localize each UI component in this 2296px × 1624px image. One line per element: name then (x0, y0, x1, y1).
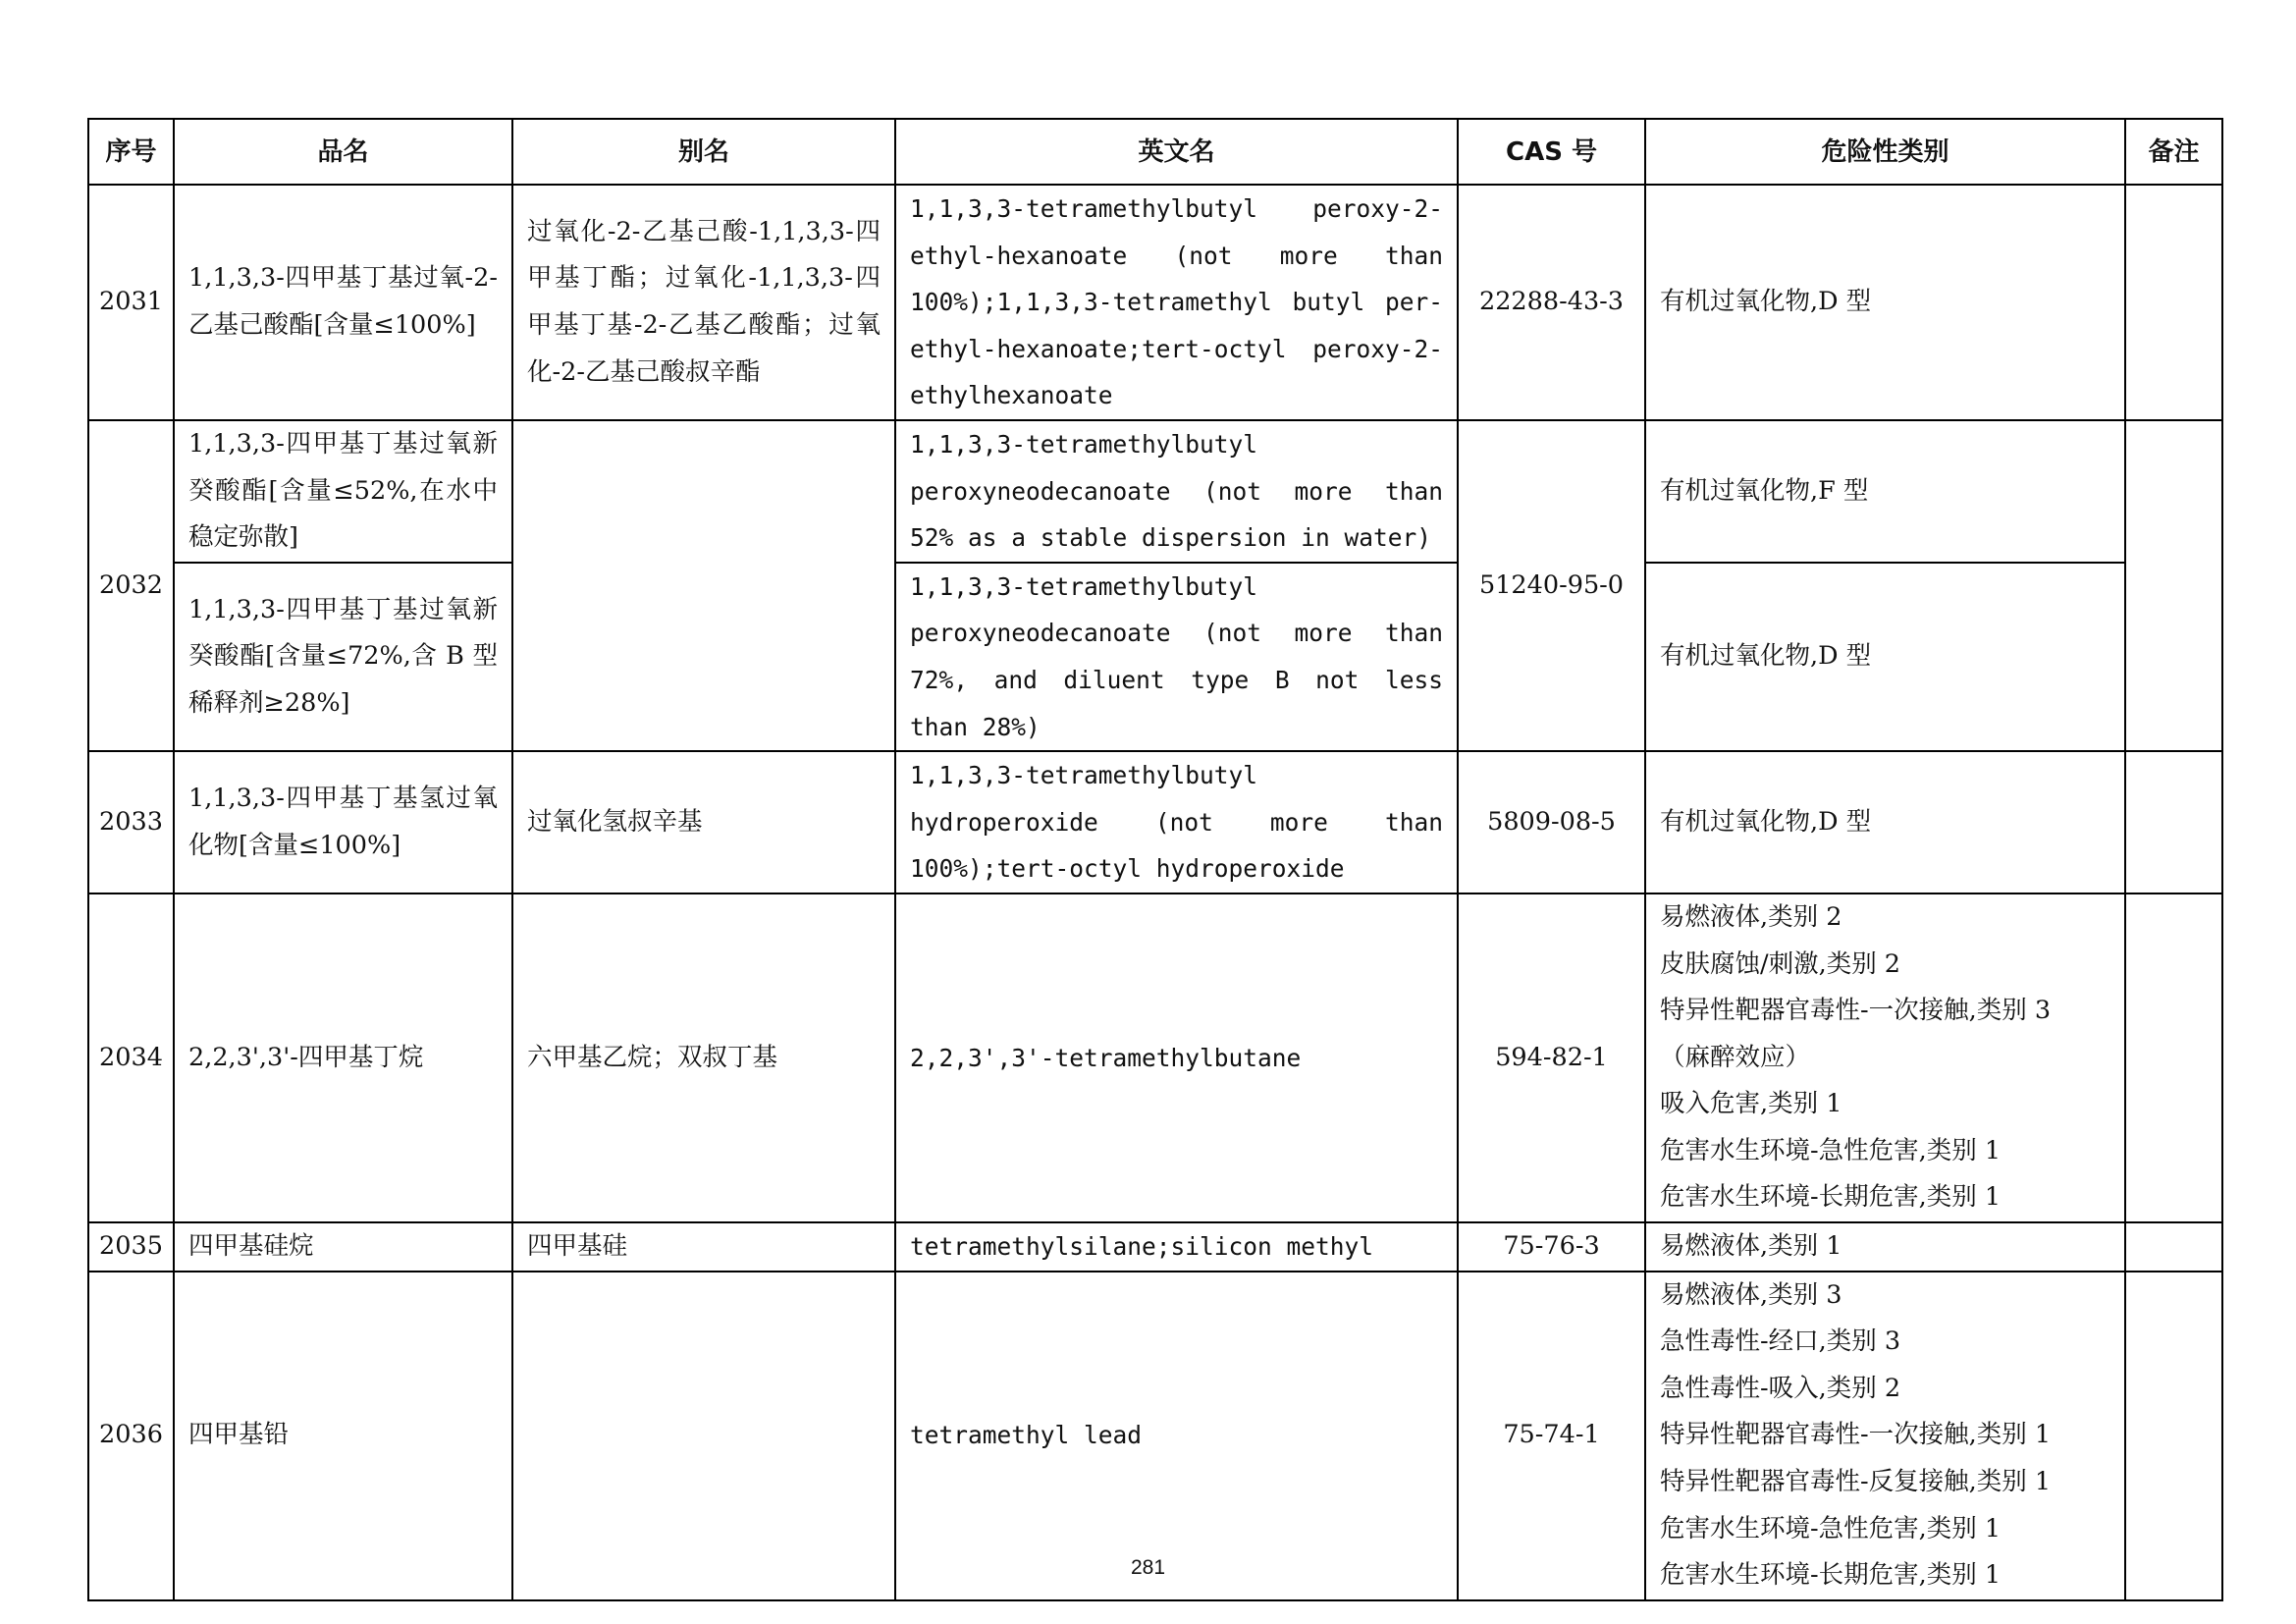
hazard-line: 危害水生环境-急性危害,类别 1 (1660, 1513, 2002, 1543)
hazard-line: 特异性靶器官毒性-一次接触,类别 3 (1660, 996, 2052, 1026)
row-note (2125, 185, 2222, 420)
row-name: 2,2,3',3'-四甲基丁烷 (174, 893, 512, 1222)
row-hazard (1645, 893, 2125, 1222)
row-name: 1,1,3,3-四甲基丁基过氧-2-乙基己酸酯[含量≤100%] (174, 185, 512, 420)
hazard-line: （麻醉效应） (1660, 1042, 1811, 1072)
header-english: 英文名 (895, 119, 1458, 185)
header-cas: CAS 号 (1458, 119, 1645, 185)
header-note: 备注 (2125, 119, 2222, 185)
table-header-row (88, 119, 2222, 185)
hazard-line: 急性毒性-经口,类别 3 (1660, 1326, 1901, 1357)
row-hazard: 有机过氧化物,D 型 (1645, 563, 2125, 751)
row-index: 2036 (88, 1272, 174, 1600)
row-name: 1,1,3,3-四甲基丁基氢过氧化物[含量≤100%] (174, 751, 512, 893)
row-english: tetramethyl lead (895, 1272, 1458, 1600)
header-index: 序号 (88, 119, 174, 185)
row-hazard: 有机过氧化物,F 型 (1645, 420, 2125, 563)
row-alias (512, 1272, 895, 1600)
row-cas: 75-74-1 (1458, 1272, 1645, 1600)
row-note (2125, 751, 2222, 893)
row-cas: 51240-95-0 (1458, 420, 1645, 751)
hazard-line: 危害水生环境-长期危害,类别 1 (1660, 1560, 2002, 1591)
hazard-line: 特异性靶器官毒性-一次接触,类别 1 (1660, 1420, 2052, 1450)
hazard-line: 易燃液体,类别 1 (1660, 1231, 1842, 1262)
header-name: 品名 (174, 119, 512, 185)
row-index: 2031 (88, 185, 174, 420)
row-index: 2033 (88, 751, 174, 893)
row-english: 1,1,3,3-tetramethylbutyl peroxy-2-ethyl-hexanoate (not more than 100%);1,1,3,3-tetramethyl butyl per-ethyl-hexanoate;tert-octyl peroxy-2-ethylhexanoate (895, 185, 1458, 420)
hazard-line: 易燃液体,类别 2 (1660, 901, 1842, 932)
row-english: 1,1,3,3-tetramethylbutyl peroxyneodecanoate (not more than 52% as a stable dispersion in water) (895, 420, 1458, 563)
row-english: tetramethylsilane;silicon methyl (895, 1222, 1458, 1272)
table-row (88, 893, 2222, 1222)
row-note (2125, 1222, 2222, 1272)
row-name: 1,1,3,3-四甲基丁基过氧新癸酸酯[含量≤72%,含 B 型稀释剂≥28%] (174, 563, 512, 751)
hazard-line: 易燃液体,类别 3 (1660, 1279, 1842, 1310)
hazardous-chemicals-table (87, 118, 2223, 1601)
row-cas: 75-76-3 (1458, 1222, 1645, 1272)
page-number: 281 (1130, 1556, 1166, 1579)
hazard-line: 危害水生环境-长期危害,类别 1 (1660, 1182, 2002, 1213)
row-cas: 5809-08-5 (1458, 751, 1645, 893)
table-row (88, 420, 2222, 563)
header-hazard: 危险性类别 (1645, 119, 2125, 185)
row-hazard (1645, 751, 2125, 893)
row-name: 1,1,3,3-四甲基丁基过氧新癸酸酯[含量≤52%,在水中稳定弥散] (174, 420, 512, 563)
hazard-line: 有机过氧化物,D 型 (1660, 287, 1872, 317)
table-row (88, 751, 2222, 893)
table-row (88, 1272, 2222, 1600)
table-row (88, 563, 2222, 751)
header-alias: 别名 (512, 119, 895, 185)
row-name: 四甲基铅 (174, 1272, 512, 1600)
hazard-line: 吸入危害,类别 1 (1660, 1089, 1842, 1119)
table-row (88, 185, 2222, 420)
hazard-line: 有机过氧化物,D 型 (1660, 806, 1872, 837)
row-note (2125, 893, 2222, 1222)
row-note (2125, 420, 2222, 751)
hazard-line: 特异性靶器官毒性-反复接触,类别 1 (1660, 1467, 2052, 1497)
hazard-line: 危害水生环境-急性危害,类别 1 (1660, 1135, 2002, 1165)
table-row (88, 1222, 2222, 1272)
row-alias: 过氧化氢叔辛基 (512, 751, 895, 893)
hazard-line: 皮肤腐蚀/刺激,类别 2 (1660, 948, 1901, 979)
row-english: 2,2,3',3'-tetramethylbutane (895, 893, 1458, 1222)
row-hazard (1645, 185, 2125, 420)
row-index: 2032 (88, 420, 174, 751)
hazard-line: 急性毒性-吸入,类别 2 (1660, 1373, 1901, 1403)
row-hazard (1645, 1272, 2125, 1600)
row-english: 1,1,3,3-tetramethylbutyl peroxyneodecanoate (not more than 72%, and diluent type B not less than 28%) (895, 563, 1458, 751)
row-alias: 过氧化-2-乙基己酸-1,1,3,3-四甲基丁酯；过氧化-1,1,3,3-四甲基丁基-2-乙基乙酸酯；过氧化-2-乙基己酸叔辛酯 (512, 185, 895, 420)
row-english: 1,1,3,3-tetramethylbutyl hydroperoxide (not more than 100%);tert-octyl hydroperoxide (895, 751, 1458, 893)
row-index: 2035 (88, 1222, 174, 1272)
row-index: 2034 (88, 893, 174, 1222)
row-alias: 四甲基硅 (512, 1222, 895, 1272)
row-cas: 22288-43-3 (1458, 185, 1645, 420)
row-note (2125, 1272, 2222, 1600)
row-hazard (1645, 1222, 2125, 1272)
row-alias (512, 420, 895, 751)
row-alias: 六甲基乙烷；双叔丁基 (512, 893, 895, 1222)
row-cas: 594-82-1 (1458, 893, 1645, 1222)
row-name: 四甲基硅烷 (174, 1222, 512, 1272)
